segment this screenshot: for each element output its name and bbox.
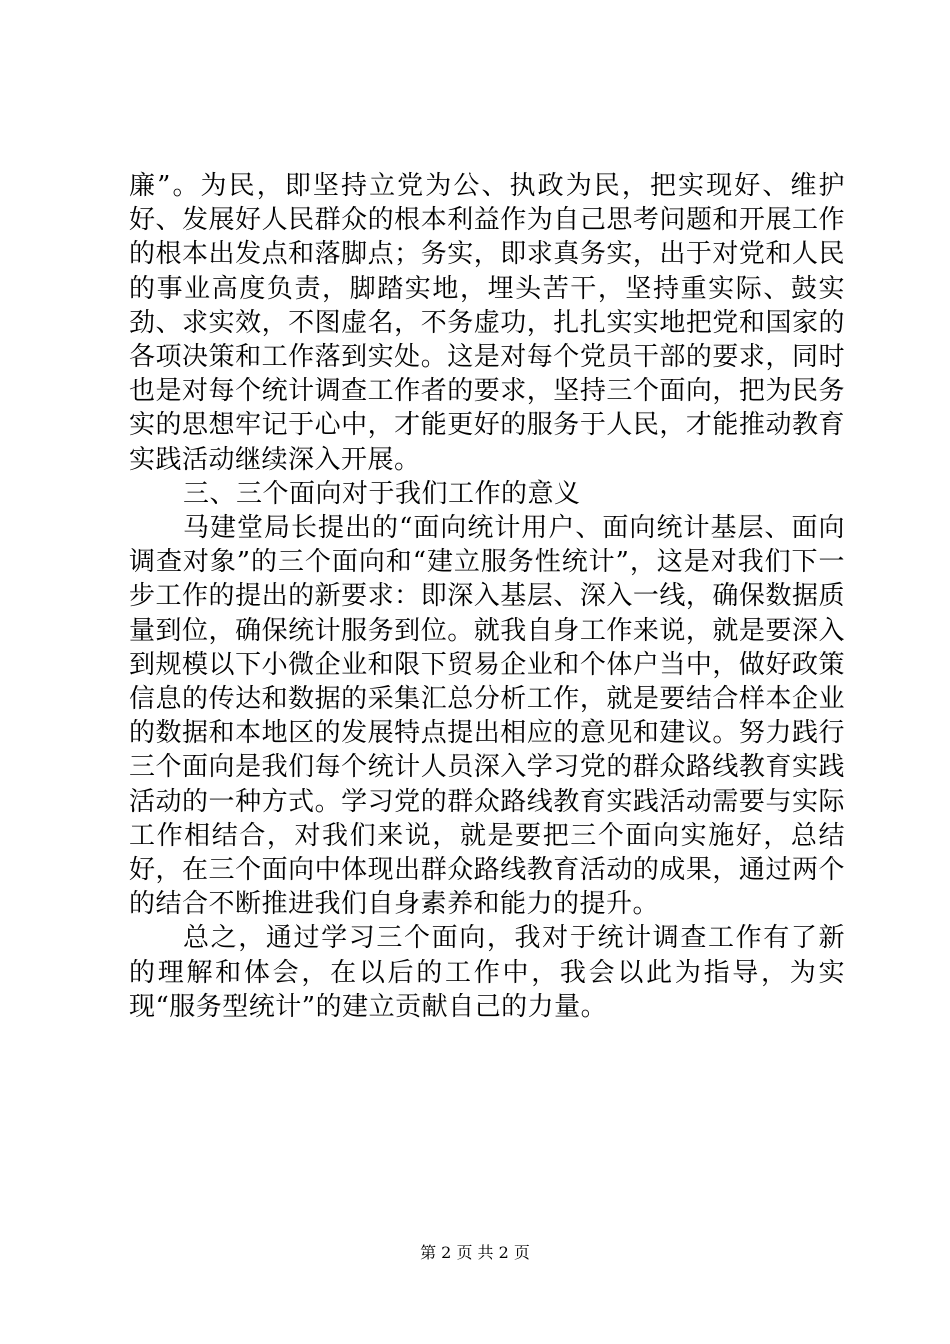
paragraph-conclusion: 总之，通过学习三个面向，我对于统计调查工作有了新的理解和体会，在以后的工作中，我会以此为指导，为实现“服务型统计”的建立贡献自己的力量。 [129,923,845,1022]
page-number-label: 第 2 页 共 2 页 [420,1243,530,1262]
section-heading: 三、三个面向对于我们工作的意义 [183,478,581,509]
paragraph-continuation: 廉”。为民，即坚持立党为公、执政为民，把实现好、维护好、发展好人民群众的根本利益作为自己思考问题和开展工作的根本出发点和落脚点；务实，即求真务实，出于对党和人民的事业高度负责，脚踏实地，埋头苦干，坚持重实际、鼓实劲、求实效，不图虚名，不务虚功，扎扎实实地把党和国家的各项决策和工作落到实处。这是对每个党员干部的要求，同时也是对每个统计调查工作者的要求，坚持三个面向，把为民务实的思想牢记于心中，才能更好的服务于人民，才能推动教育实践活动继续深入开展。 [129,171,845,475]
document-body [129,169,845,1024]
page-footer [0,1243,950,1263]
paragraph-section-three: 马建堂局长提出的“面向统计用户、面向统计基层、面向调查对象”的三个面向和“建立服务性统计”，这是对我们下一步工作的提出的新要求：即深入基层、深入一线，确保数据质量到位，确保统计服务到位。就我自身工作来说，就是要深入到规模以下小微企业和限下贸易企业和个体户当中，做好政策信息的传达和数据的采集汇总分析工作，就是要结合样本企业的数据和本地区的发展特点提出相应的意见和建议。努力践行三个面向是我们每个统计人员深入学习党的群众路线教育实践活动的一种方式。学习党的群众路线教育实践活动需要与实际工作相结合，对我们来说，就是要把三个面向实施好，总结好，在三个面向中体现出群众路线教育活动的成果，通过两个的结合不断推进我们自身素养和能力的提升。 [129,513,845,920]
